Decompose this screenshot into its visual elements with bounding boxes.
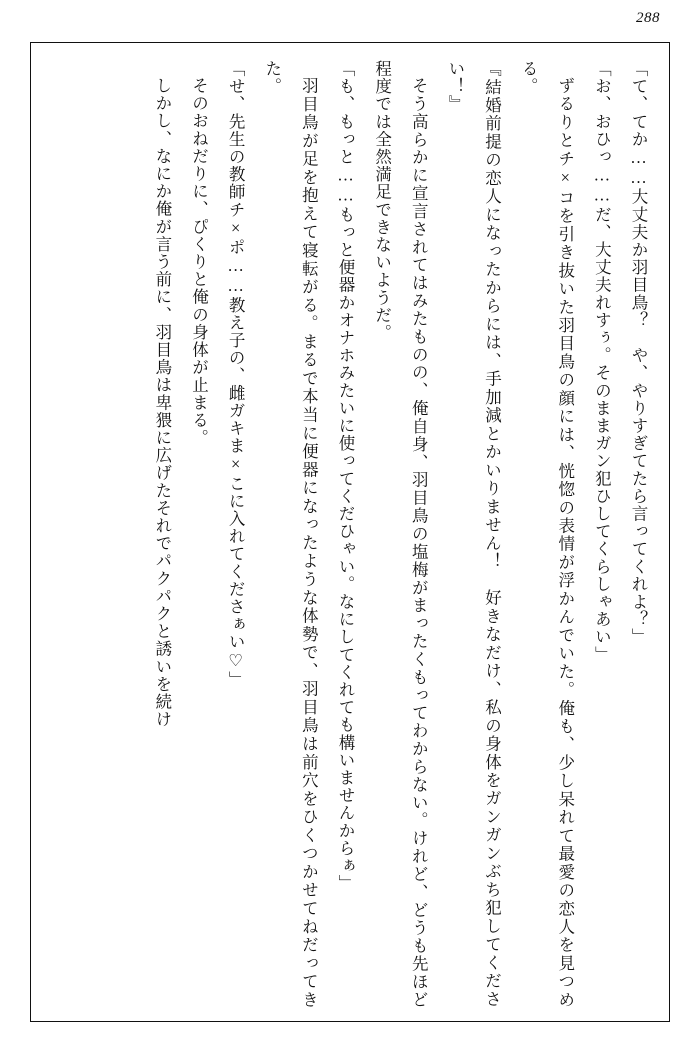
- body-paragraph: 「も、もっと……もっと便器かオナホみたいに使ってくだひゃい。なにしてくれても構いませんからぁ」: [336, 60, 355, 893]
- body-paragraph: 「て、てか……大丈夫か羽目鳥？ や、やりすぎてたら言ってくれよ？」: [629, 60, 648, 646]
- page-border-bottom: [30, 1021, 670, 1022]
- body-paragraph: ずるりとチ×コを引き抜いた羽目鳥の顔には、恍惚の表情が浮かんでいた。俺も、少し呆れて最愛の恋人を見つめる。: [519, 60, 575, 1008]
- page-border-top: [30, 42, 670, 43]
- body-paragraph: 羽目鳥が足を抱えて寝転がる。まるで本当に便器になったような体勢で、羽目鳥は前穴をひくつかせてねだってきた。: [262, 60, 319, 1008]
- body-paragraph: そう高らかに宣言されてはみたものの、俺自身、羽目鳥の塩梅がまったくもってわからない。けれど、どうも先ほど程度では全然満足できないようだ。: [372, 60, 429, 1008]
- page-body-text: [44, 60, 656, 1008]
- body-paragraph: そのおねだりに、ぴくりと俺の身体が止まる。: [189, 76, 209, 447]
- body-paragraph: 『結婚前提の恋人になったからには、手加減とかいりません！ 好きなだけ、私の身体をガンガンぶち犯してください！』: [445, 60, 502, 1008]
- page-number: 288: [636, 10, 660, 26]
- body-paragraph: 「せ、先生の教師チ×ポ……教え子の、雌ガキま×こに入れてくださぁい♡」: [226, 60, 246, 689]
- page-border-left: [30, 42, 31, 1022]
- page-border-right: [669, 42, 670, 1022]
- body-paragraph: しかし、なにか俺が言う前に、羽目鳥は卑猥に広げたそれでパクパクと誘いを続け: [152, 76, 172, 728]
- body-paragraph: 「お、おひっ……だ、大丈夫れすぅ。そのままガン犯ひしてくらしゃあい」: [592, 60, 612, 664]
